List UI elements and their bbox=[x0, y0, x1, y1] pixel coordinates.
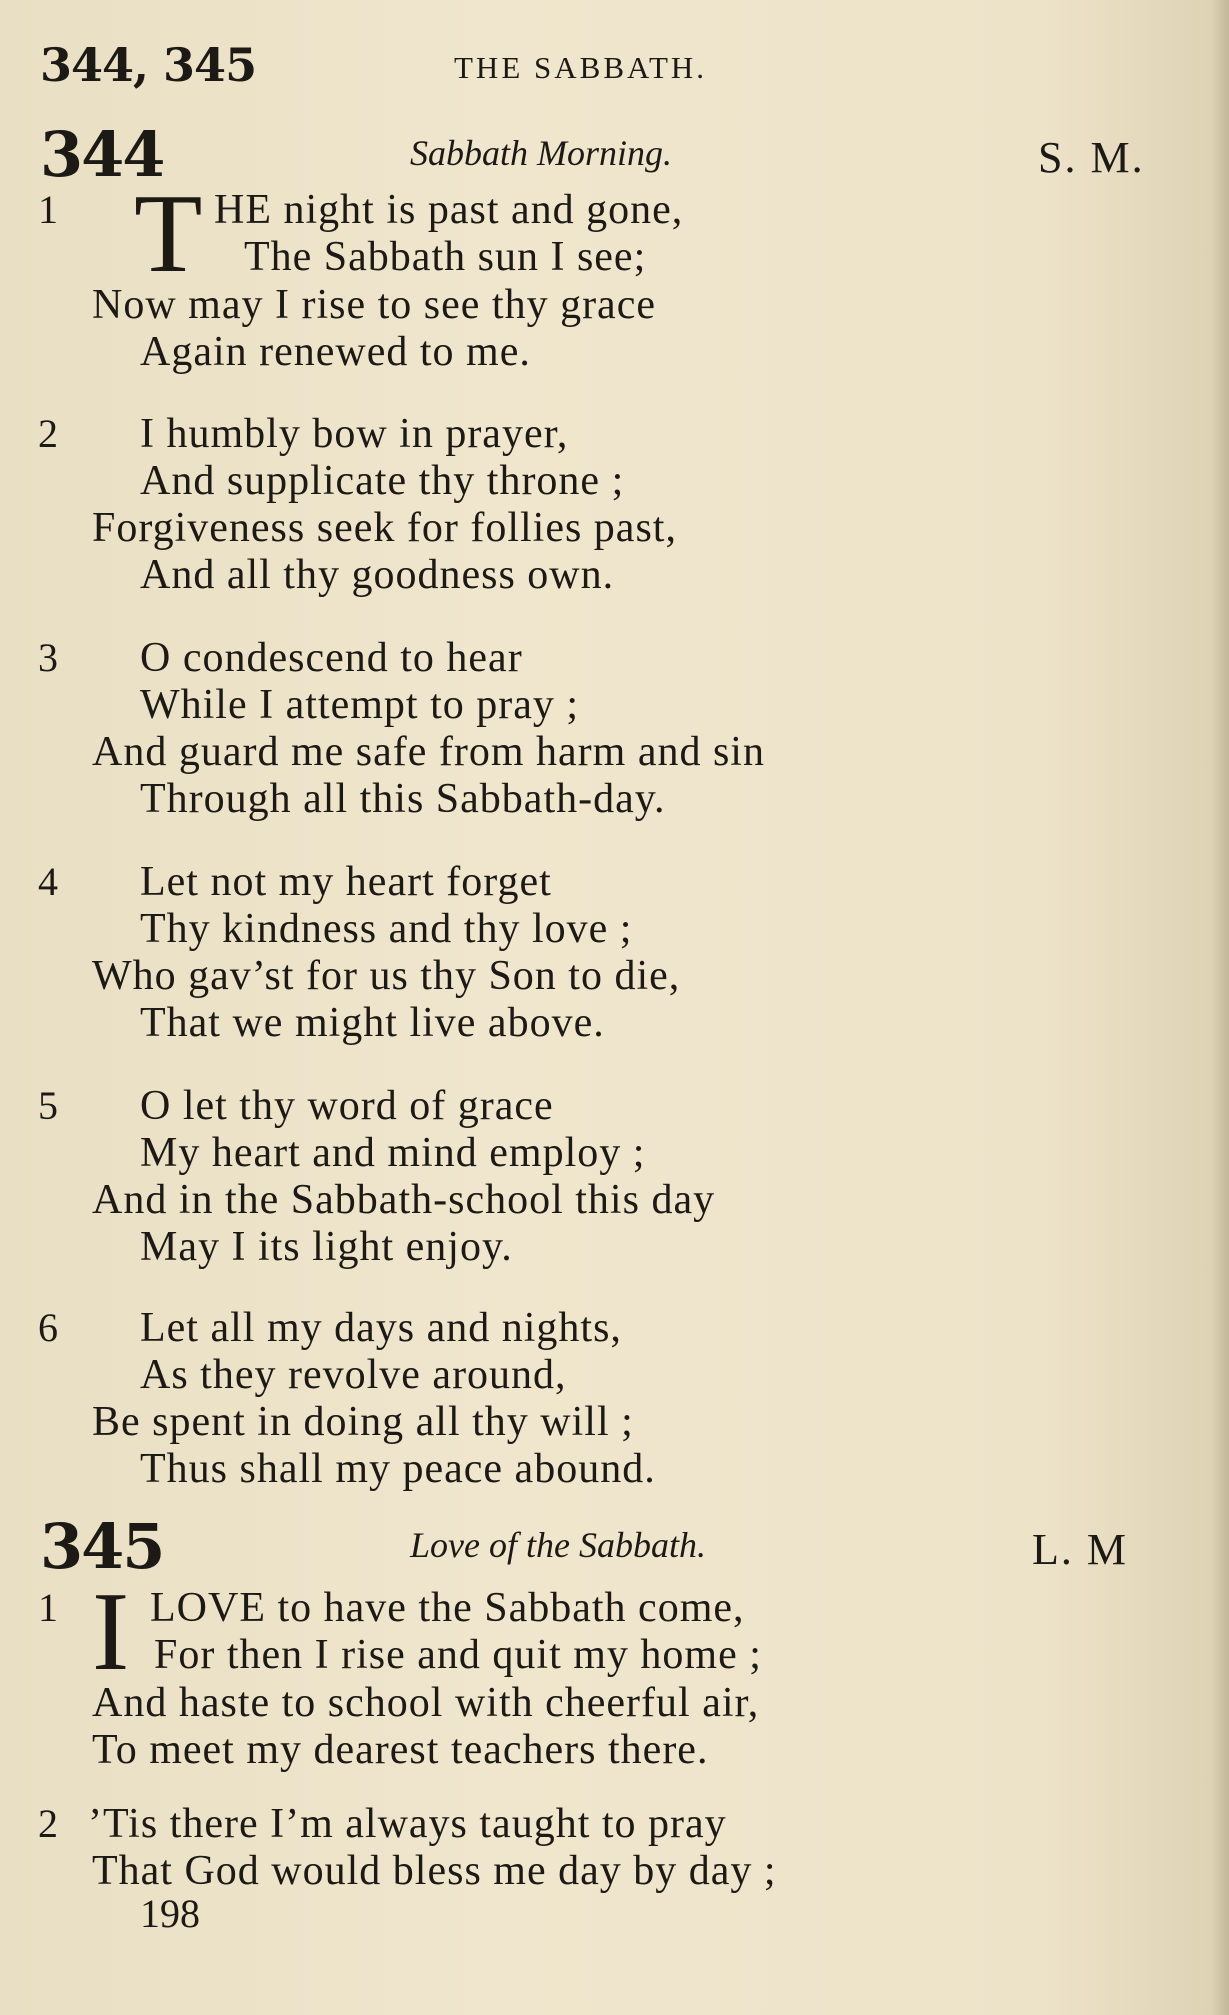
verse-line: I humbly bow in prayer, bbox=[140, 411, 569, 457]
verse-line: HE night is past and gone, bbox=[214, 187, 684, 233]
verse-line: And in the Sabbath-school this day bbox=[92, 1177, 716, 1223]
verse-number: 2 bbox=[38, 1801, 58, 1846]
verse-line: To meet my dearest teachers there. bbox=[92, 1727, 709, 1773]
verse-number: 1 bbox=[38, 187, 58, 232]
verse-line: Again renewed to me. bbox=[140, 329, 531, 375]
hymn-subtitle: Love of the Sabbath. bbox=[410, 1525, 706, 1565]
verse-line: LOVE to have the Sabbath come, bbox=[150, 1585, 745, 1631]
verse-line: Through all this Sabbath-day. bbox=[140, 776, 666, 822]
verse-line: That we might live above. bbox=[140, 1000, 605, 1046]
hymn-345-heading bbox=[40, 1510, 1170, 1583]
verse-line: For then I rise and quit my home ; bbox=[154, 1632, 762, 1678]
verse-line: And haste to school with cheerful air, bbox=[92, 1680, 760, 1726]
verse-line: And guard me safe from harm and sin bbox=[92, 729, 765, 775]
verse-line: That God would bless me day by day ; bbox=[92, 1848, 777, 1894]
verse-line: While I attempt to pray ; bbox=[140, 682, 580, 728]
verse-line: O let thy word of grace bbox=[140, 1083, 554, 1129]
verse-line: Thy kindness and thy love ; bbox=[140, 906, 633, 952]
verse-line: Thus shall my peace abound. bbox=[140, 1446, 656, 1492]
hymn-subtitle: Sabbath Morning. bbox=[410, 133, 673, 173]
page-number: 198 bbox=[140, 1891, 200, 1936]
verse-number: 3 bbox=[38, 635, 58, 680]
verse-line: Be spent in doing all thy will ; bbox=[92, 1399, 634, 1445]
verse-line: My heart and mind employ ; bbox=[140, 1130, 646, 1176]
verse-line: O condescend to hear bbox=[140, 635, 523, 681]
running-hymn-numbers: 344, 345 bbox=[40, 38, 257, 92]
verse-number: 5 bbox=[38, 1083, 58, 1128]
hymn-number: 344 bbox=[40, 118, 164, 191]
verse-line: Now may I rise to see thy grace bbox=[92, 282, 656, 328]
verse-line: And all thy goodness own. bbox=[140, 552, 615, 598]
verse-line: As they revolve around, bbox=[140, 1352, 567, 1398]
verse-number: 4 bbox=[38, 859, 58, 904]
verse-line: Let all my days and nights, bbox=[140, 1305, 622, 1351]
drop-cap: I bbox=[92, 1570, 130, 1694]
verse-line: And supplicate thy throne ; bbox=[140, 458, 625, 504]
verse-number: 1 bbox=[38, 1585, 58, 1630]
drop-cap: T bbox=[134, 172, 203, 296]
hymn-meter: L. M bbox=[1032, 1525, 1128, 1574]
verse-line: Forgiveness seek for follies past, bbox=[92, 505, 677, 551]
verse-line: Let not my heart forget bbox=[140, 859, 552, 905]
verse-line: The Sabbath sun I see; bbox=[244, 234, 647, 280]
page-edge-shadow bbox=[1211, 0, 1229, 2015]
verse-line: Who gav’st for us thy Son to die, bbox=[92, 953, 681, 999]
hymn-344-heading bbox=[40, 118, 1170, 191]
verse-number: 2 bbox=[38, 411, 58, 456]
verse-line: May I its light enjoy. bbox=[140, 1224, 513, 1270]
hymn-meter: S. M. bbox=[1038, 133, 1145, 182]
verse-number: 6 bbox=[38, 1305, 58, 1350]
running-head bbox=[40, 38, 1189, 92]
running-title: THE SABBATH. bbox=[454, 50, 708, 85]
hymn-number: 345 bbox=[40, 1510, 164, 1583]
verse-line: ’Tis there I’m always taught to pray bbox=[88, 1801, 727, 1847]
